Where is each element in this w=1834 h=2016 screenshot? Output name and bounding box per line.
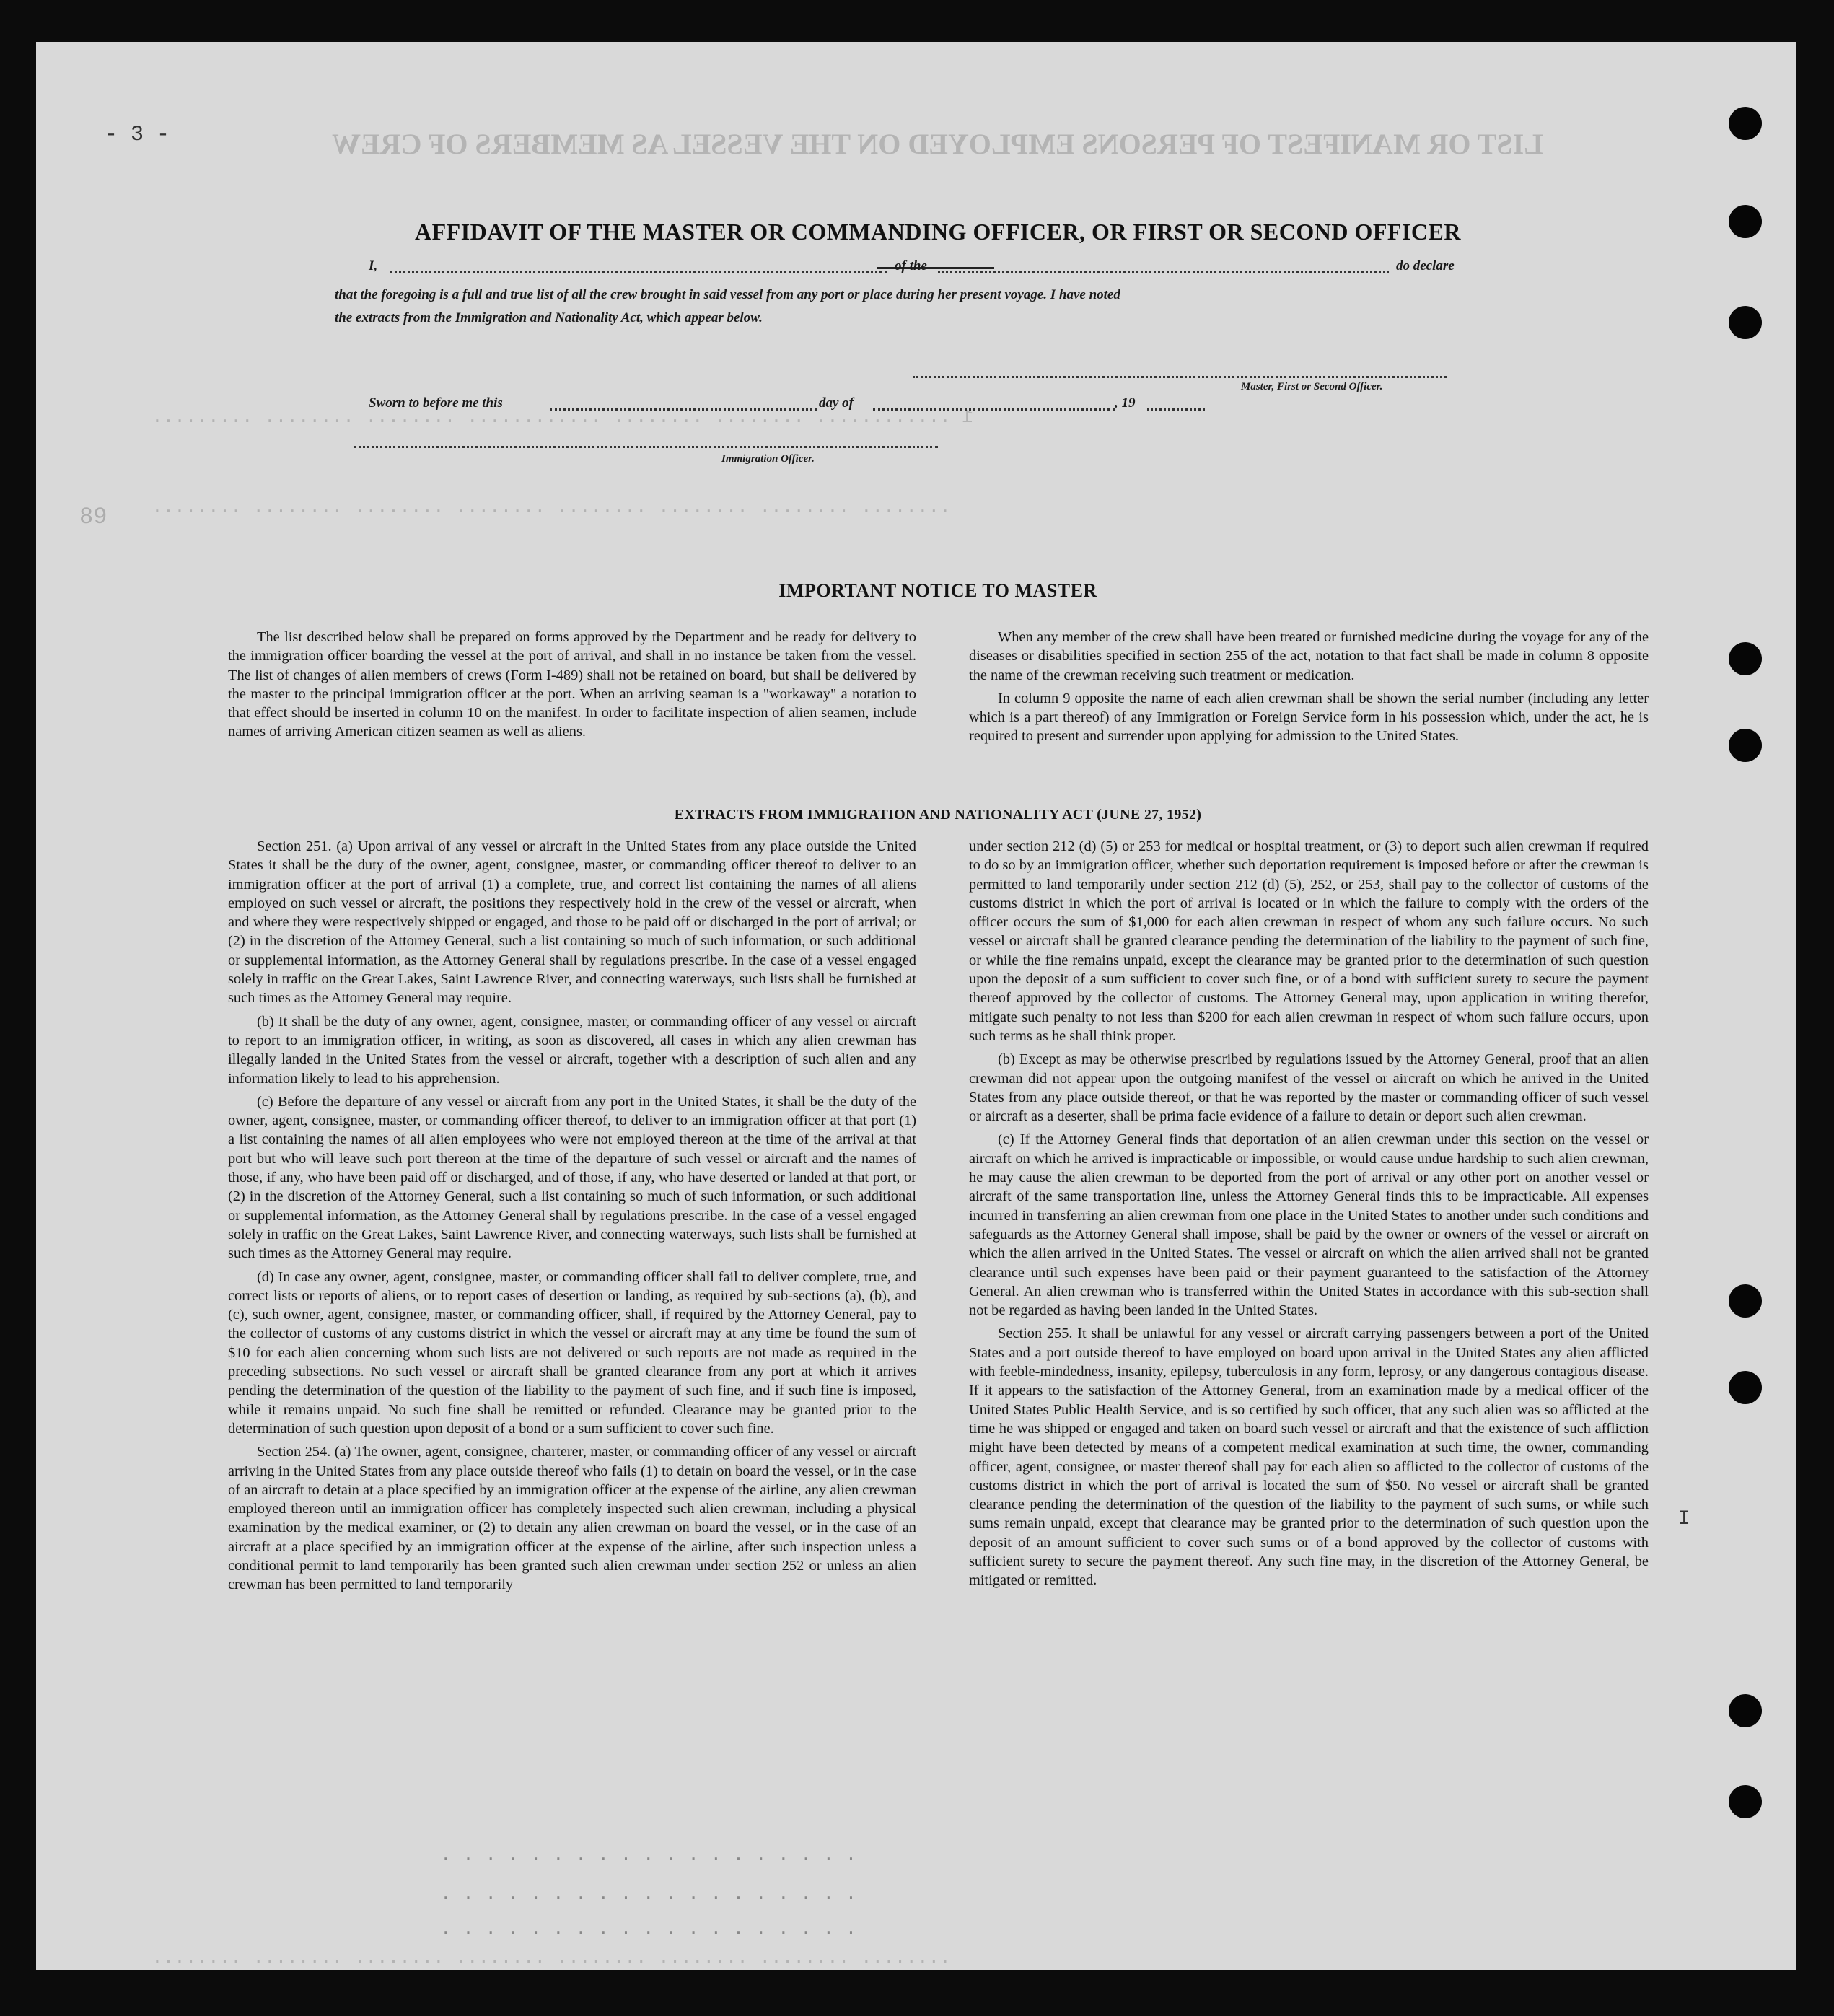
bottom-bleed-line: . . . . . . . . . . . . . . . . . . . [440,1883,857,1905]
ink-bleed-number: 89 [79,504,108,530]
day-of-label: day of [819,395,854,411]
master-signature-label: Master, First or Second Officer. [1241,381,1383,393]
of-the-label: of the [895,258,927,273]
binder-hole [1729,107,1762,140]
notice-paragraph: In column 9 opposite the name of each alien crewman shall be shown the serial number (including any letter which is a part thereof) of any Immigration or Foreign Service form in his possession which, under the act, he is required to present and surrender upon applying for admission to the United States. [969,690,1649,745]
binder-hole [1729,306,1762,339]
binder-hole [1729,1785,1762,1818]
affidavit-title: AFFIDAVIT OF THE MASTER OR COMMANDING OFFICER, OR FIRST OR SECOND OFFICER [415,219,1461,245]
binder-hole [1729,642,1762,675]
notice-paragraph: The list described below shall be prepared on forms approved by the Department and be ready for delivery to the immigration officer boarding the vessel at the port of arrival, and shall in no instance be taken from the vessel. The list of changes of alien members of crews (Form I-489) shall not be retained on board, but shall be delivered by the master to the principal immigration officer at the port. When an arriving seaman is a "workaway" a notation to that effect should be inserted in column 10 on the manifest. In order to facilitate inspection of alien seamen, include names of arriving American citizen seamen as well as aliens. [228,629,916,740]
sworn-month-field[interactable] [873,408,1115,411]
year-label: , 19 [1115,395,1136,411]
section-251-a: Section 251. (a) Upon arrival of any vessel or aircraft in the United States from any place outside the United States it shall be the duty of the owner, agent, consignee, master, or commanding officer thereof to deliver to an immigration officer at the port of arrival (1) a complete, true, and correct list containing the names of all aliens employed on such vessel or aircraft, the positions they respectively hold in the crew of the vessel or aircraft, when and where they were respectively shipped or engaged, and those to be paid off or discharged in the port of arrival; or (2) in the discretion of the Attorney General, such a list containing so much of such information, or such additional or supplemental information, as the Attorney General shall by regulations prescribe. In the case of a vessel engaged solely in traffic on the Great Lakes, Saint Lawrence River, and connecting waterways, such lists shall be furnished at such times as the Attorney General may require. [228,838,916,1007]
sworn-label: Sworn to before me this [369,395,503,411]
section-254-a: Section 254. (a) The owner, agent, consignee, charterer, master, or commanding officer of any vessel or aircraft arriving in the United States from any place outside thereof who fails (1) to detain on board the vessel, or in the case of an aircraft to detain at a place specified by an immigration officer at the expense of the airline, any alien crewman employed thereon until an immigration officer has completely inspected such alien crewman, including a physical examination by the medical examiner, or (2) to detain any alien crewman on board the vessel, or in the case of an aircraft at a place specified by an immigration officer at the expense of the airline, after such inspection unless a conditional permit to land temporarily has been granted such alien crewman under section 252 or unless an alien crewman has been permitted to land temporarily [228,1444,916,1593]
show-through-header: LIST OR MANIFEST OF PERSONS EMPLOYED ON THE VESSEL AS MEMBERS OF CREW [332,128,1543,160]
declarant-label: I, [369,258,378,273]
show-through-row: ........ ........ ........ ........ ........ ........ ........ ........ [152,1947,951,1968]
section-254-b: (b) Except as may be otherwise prescribed by regulations issued by the Attorney General, proof that an alien crewman did not appear upon the outgoing manifest of the vessel or aircraft on which he arrived in the United States from any place outside thereof, or that he was reported by the master or commanding officer of such vessel or aircraft as a deserter, shall be prima facie evidence of a failure to detain or deport such alien crewman. [969,1051,1649,1125]
affidavit-statement-line: the extracts from the Immigration and Nationality Act, which appear below. [335,310,763,325]
section-254-c: (c) If the Attorney General finds that deportation of an alien crewman under this section on the vessel or aircraft on which he arrived is impracticable or impossible, or would cause undue hardship to such alien crewman, he may cause the alien crewman to be deported from the port of arrival or any other port on another vessel or aircraft of the same transportation line, unless the Attorney General finds this to be impracticable. All expenses incurred in transferring an alien crewman from one place in the United States to another under such conditions and safeguards as the Attorney General shall impose, shall be paid by the owner or owners of the vessel or aircraft on which the alien arrived in the United States. The vessel or aircraft on which the alien arrived shall not be granted clearance until such expenses have been paid or their payment guaranteed to the satisfaction of the Attorney General. An alien crewman who is transferred within the United States in accordance with this sub-section shall not be regarded as having been landed in the United States. [969,1131,1649,1319]
binder-hole [1729,729,1762,762]
show-through-row: 1 ............ ........ ........ ............ ........ ........ ......... [152,406,973,428]
immigration-officer-label: Immigration Officer. [721,453,815,465]
immigration-officer-signature-field[interactable] [354,446,938,448]
binder-hole [1729,205,1762,238]
margin-mark: I [1678,1508,1690,1530]
sworn-day-field[interactable] [550,408,817,411]
binder-hole [1729,1284,1762,1318]
section-254-a-continued: under section 212 (d) (5) or 253 for medical or hospital treatment, or (3) to deport such alien crewman if required to do so by an immigration officer, whether such deportation requirement is imposed before or after the crewman is permitted to land temporarily under section 212 (d) (5), 252, or 253, shall pay to the collector of customs of the customs district in which the port of arrival is located or in which the failure to comply with the orders of the officer occurs the sum of $1,000 for each alien crewman in respect of whom any such failure occurs. No such vessel or aircraft shall be granted clearance pending the determination of the liability to the payment of such fine, or while the fine remains unpaid, except the clearance may be granted prior to the determination of such question upon the deposit of a sum sufficient to cover such fine, or of a bond with sufficient surety to secure the payment thereof approved by the collector of customs. The Attorney General may, upon application in writing therefor, mitigate such penalty to not less than $200 for each alien crewman in respect of whom such failure occurs, upon such terms as he shall think proper. [969,838,1649,1044]
sworn-year-field[interactable] [1147,408,1205,411]
extracts-title: EXTRACTS FROM IMMIGRATION AND NATIONALITY ACT (JUNE 27, 1952) [674,807,1202,823]
notice-paragraph: When any member of the crew shall have been treated or furnished medicine during the voyage for any of the diseases or disabilities specified in section 255 of the act, notation to that fact shall be made in column 8 opposite the name of the crewman receiving such treatment or medication. [969,629,1649,683]
binder-hole [1729,1694,1762,1727]
bottom-bleed-line: . . . . . . . . . . . . . . . . . . . [440,1844,857,1866]
binder-hole [1729,1371,1762,1404]
master-signature-field[interactable] [913,376,1447,378]
page-number: - 3 - [105,123,170,147]
notice-left-column [228,628,916,746]
extracts-right-column [969,837,1649,1595]
vessel-name-field[interactable] [938,271,1389,273]
section-251-c: (c) Before the departure of any vessel or aircraft from any port in the United States, it shall be the duty of the owner, agent, consignee, master, or commanding officer thereof, to deliver to an immigration officer at that port (1) a list containing the names of all alien employees who were not employed thereon at the time of the arrival at that port but who will leave such port thereon at the time of the departure of such vessel or aircraft and the names of those, if any, who have been paid off or discharged, and of those, if any, who have deserted or landed at that port, or (2) in the discretion of the Attorney General, such a list containing so much of such information, or such additional or supplemental information, as the Attorney General shall by regulations prescribe. In the case of a vessel engaged solely in traffic on the Great Lakes, Saint Lawrence River, and connecting waterways, such lists shall be furnished at such times as the Attorney General may require. [228,1093,916,1262]
section-251-b: (b) It shall be the duty of any owner, agent, consignee, master, or commanding officer of any vessel or aircraft to report to an immigration officer, in writing, as soon as discovered, all cases in which any alien crewman has illegally landed in the United States from the vessel or aircraft, together with a description of such alien and any information likely to lead to his apprehension. [228,1013,916,1087]
notice-title: IMPORTANT NOTICE TO MASTER [778,580,1097,601]
do-declare-label: do declare [1396,258,1455,273]
extracts-left-column [228,837,916,1599]
section-255: Section 255. It shall be unlawful for any vessel or aircraft carrying passengers between a port of the United States and a port outside thereof to have employed on board upon arrival in the United States any alien afflicted with feeble-mindedness, insanity, epilepsy, tuberculosis in any form, leprosy, or any dangerous contagious disease. If it appears to the satisfaction of the Attorney General, from an examination made by a medical officer of the United States Public Health Service, and is so certified by such officer, that any such alien was so afflicted at the time he was shipped or engaged and taken on board such vessel or aircraft and that the existence of such affliction might have been detected by means of a competent medical examination at such time, the owner, commanding officer, agent, consignee, or master thereof shall pay for each alien so afflicted to the collector of customs of the customs district in which the port of arrival is located the sum of $50. No vessel or aircraft shall be granted clearance pending the determination of the question of the liability to the payment of such sums, or while such sums remain unpaid, except that clearance may be granted prior to the determination of such question upon the deposit of an amount sufficient to cover such sums or of a bond approved by the collector of customs with sufficient surety to secure the payment thereof. Any such fine may, in the discretion of the Attorney General, be mitigated or remitted. [969,1325,1649,1589]
show-through-row: ........ ........ ........ ........ ........ ........ ........ ........ [152,496,951,518]
section-251-d: (d) In case any owner, agent, consignee, master, or commanding officer shall fail to deliver complete, true, and correct lists or reports of aliens, or to report cases of desertion or landing, as required by sub-sections (a), (b), and (c), such owner, agent, consignee, master, or commanding officer, shall, if required by the Attorney General, pay to the collector of customs of any customs district in which the vessel or aircraft may at any time be found the sum of $10 for each alien concerning whom such lists are not delivered or such reports are not made as required in the preceding subsections. No such vessel or aircraft shall be granted clearance from any port at which it arrives pending the determination of the question of the liability to the payment of such fine, and if such fine is imposed, while it remains unpaid. No such fine shall be remitted or refunded. Clearance may be granted prior to the determination of such question upon deposit of a bond or a sum sufficient to cover such fine. [228,1268,916,1437]
bottom-bleed-line: . . . . . . . . . . . . . . . . . . . [440,1918,857,1940]
declarant-name-field[interactable] [390,271,887,273]
document-page [36,42,1796,1970]
notice-right-column [969,628,1649,750]
affidavit-statement-line: that the foregoing is a full and true list of all the crew brought in said vessel from any port or place during her present voyage. I have noted [335,287,1120,302]
